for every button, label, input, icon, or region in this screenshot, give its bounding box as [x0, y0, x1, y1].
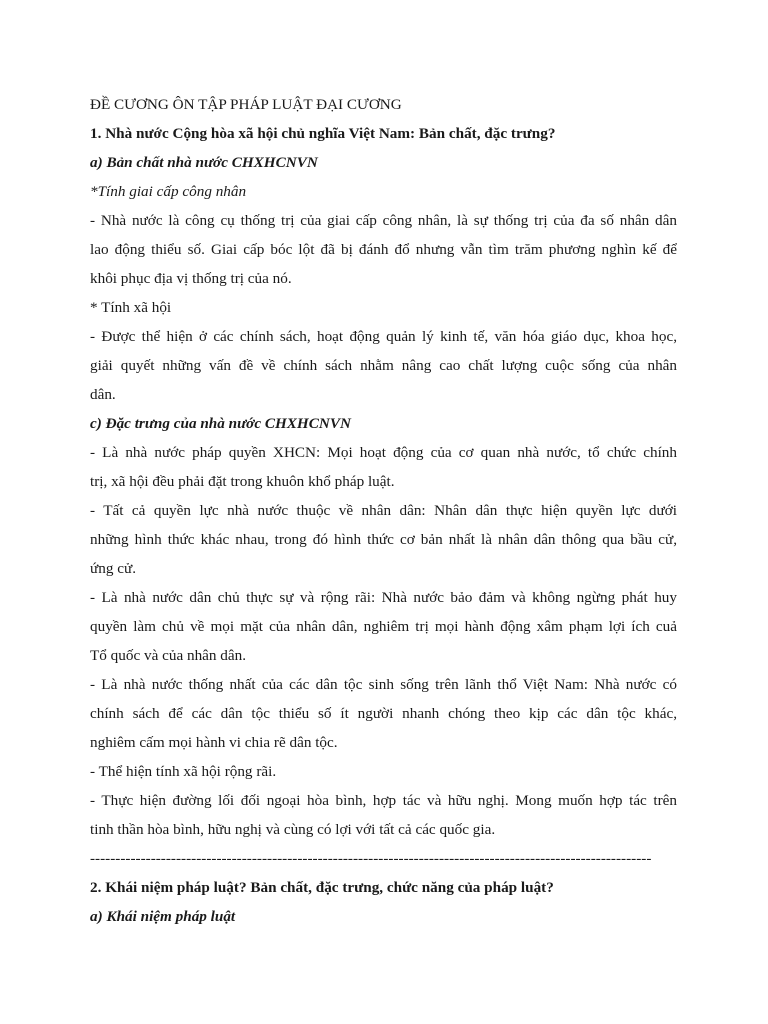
subheading-social-nature: * Tính xã hội [90, 299, 172, 316]
paragraph-line: lao động thiểu số. Giai cấp bóc lột đã bị đánh đổ nhưng vẫn tìm trăm phương nghìn kế để [90, 241, 677, 258]
paragraph-line: - Nhà nước là công cụ thống trị của giai cấp công nhân, là sự thống trị của đa số nhân dân [90, 212, 677, 229]
paragraph-line: quyền làm chủ về mọi mặt của nhân dân, nghiêm trị mọi hành động xâm phạm lợi ích cuả [90, 618, 677, 635]
paragraph-line: - Được thể hiện ở các chính sách, hoạt động quản lý kinh tế, văn hóa giáo dục, khoa học, [90, 328, 677, 345]
paragraph-line: Tổ quốc và của nhân dân. [90, 647, 247, 664]
subheading-class-nature: *Tính giai cấp công nhân [90, 183, 247, 200]
paragraph-line: tinh thần hòa bình, hữu nghị và cùng có lợi với tất cả các quốc gia. [90, 821, 496, 838]
paragraph-line: khôi phục địa vị thống trị của nó. [90, 270, 292, 287]
document-page [90, 90, 677, 931]
paragraph-line: những hình thức khác nhau, trong đó hình thức cơ bản nhất là nhân dân thông qua bầu cử, [90, 531, 677, 548]
paragraph-line: - Là nhà nước pháp quyền XHCN: Mọi hoạt động của cơ quan nhà nước, tổ chức chính [90, 444, 677, 461]
paragraph-line: - Thực hiện đường lối đối ngoại hòa bình, hợp tác và hữu nghị. Mong muốn hợp tác trên [90, 792, 677, 809]
document-title: ĐỀ CƯƠNG ÔN TẬP PHÁP LUẬT ĐẠI CƯƠNG [90, 96, 402, 113]
section-2a-heading: a) Khái niệm pháp luật [90, 908, 236, 925]
paragraph-line: - Thể hiện tính xã hội rộng rãi. [90, 763, 277, 780]
section-1a-heading: a) Bản chất nhà nước CHXHCNVN [90, 154, 318, 171]
paragraph-line: chính sách để các dân tộc thiểu số ít người nhanh chóng theo kịp các dân tộc khác, [90, 705, 677, 722]
question-2-heading: 2. Khái niệm pháp luật? Bản chất, đặc trưng, chức năng của pháp luật? [90, 879, 554, 896]
paragraph-line: ứng cử. [90, 560, 136, 577]
paragraph-line: dân. [90, 386, 116, 403]
section-separator: --------------------------------------------------------------------------------------------------------------- [90, 850, 652, 867]
paragraph-line: nghiêm cấm mọi hành vi chia rẽ dân tộc. [90, 734, 338, 751]
paragraph-line: giải quyết những vấn đề về chính sách nhằm nâng cao chất lượng cuộc sống của nhân [90, 357, 677, 374]
question-1-heading: 1. Nhà nước Cộng hòa xã hội chủ nghĩa Việt Nam: Bản chất, đặc trưng? [90, 125, 556, 142]
paragraph-line: - Là nhà nước dân chủ thực sự và rộng rãi: Nhà nước bảo đảm và không ngừng phát huy [90, 589, 677, 606]
paragraph-line: trị, xã hội đều phải đặt trong khuôn khổ pháp luật. [90, 473, 395, 490]
paragraph-line: - Tất cả quyền lực nhà nước thuộc về nhân dân: Nhân dân thực hiện quyền lực dưới [90, 502, 677, 519]
section-1c-heading: c) Đặc trưng của nhà nước CHXHCNVN [90, 415, 351, 432]
paragraph-line: - Là nhà nước thống nhất của các dân tộc sinh sống trên lãnh thổ Việt Nam: Nhà nước có [90, 676, 677, 693]
